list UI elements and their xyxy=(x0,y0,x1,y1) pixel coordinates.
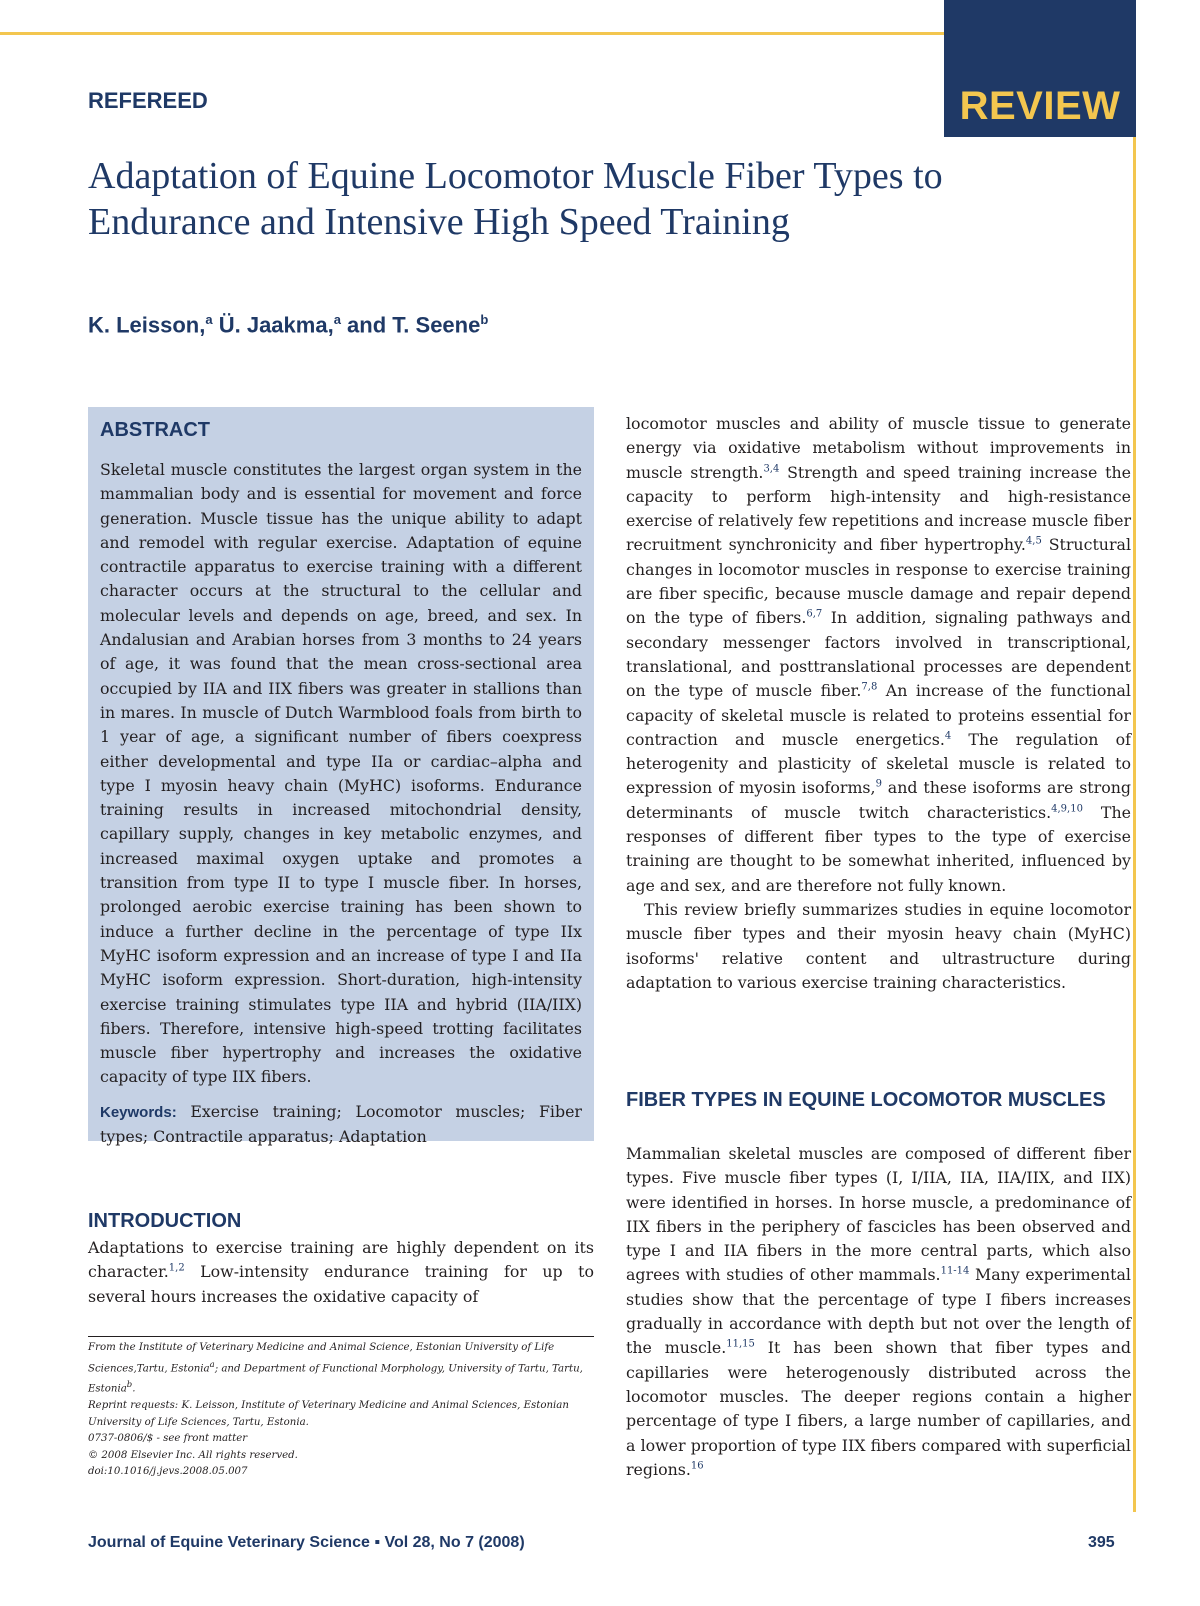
author-list xyxy=(88,312,488,338)
text-run: Mammalian skeletal muscles are composed of different fiber types. Five muscle fiber types (I, I/IIA, IIA, IIA/IIX, and IIX) were identified in horses. In horse muscle, a predominance of IIX fibers in the periphery of fascicles has been observed and type I and IIA fibers in the more central parts, which also agrees with studies of other mammals. xyxy=(626,1144,1131,1285)
affiliation-text: ; and Department of Functional Morphology, University of Tartu, Tartu, Estonia xyxy=(88,1362,583,1395)
journal-name: Journal of Equine Veterinary Science xyxy=(88,1534,370,1551)
reference-link[interactable]: 11-14 xyxy=(940,1266,970,1278)
introduction-heading: INTRODUCTION xyxy=(88,1210,242,1232)
copyright-note: © 2008 Elsevier Inc. All rights reserved. xyxy=(88,1449,298,1461)
reference-link[interactable]: 9 xyxy=(875,779,882,791)
reference-link[interactable]: 1,2 xyxy=(168,1263,185,1275)
text-run: locomotor muscles and ability of muscle tissue to generate energy via oxidative metabolism without improvements in muscle strength. xyxy=(626,414,1131,482)
review-badge-label: REVIEW xyxy=(959,84,1121,128)
abstract-text: Skeletal muscle constitutes the largest organ system in the mammalian body and is essential for movement and force generation. Muscle tissue has the unique ability to adapt and remodel with regular exercise. Adaptation of equine contractile apparatus to exercise training with a different character occurs at the structural to the cellular and molecular levels and depends on age, breed, and sex. In Andalusian and Arabian horses from 3 months to 24 years of age, it was found that the mean cross-sectional area occupied by IIA and IIX fibers was greater in stallions than in mares. In muscle of Dutch Warmblood foals from birth to 1 year of age, a significant number of fibers coexpress either developmental and type IIa or cardiac–alpha and type I myosin heavy chain (MyHC) isoforms. Endurance training results in increased mitochondrial density, capillary supply, changes in key metabolic enzymes, and increased maximal oxygen uptake and promotes a transition from type II to type I muscle fiber. In horses, prolonged aerobic exercise training has been shown to induce a further decline in the percentage of type IIx MyHC isoform expression and an increase of type I and IIa MyHC isoform expression. Short-duration, high-intensity exercise training stimulates type IIA and hybrid (IIA/IIX) fibers. Therefore, intensive high-speed trotting facilitates muscle fiber hypertrophy and increases the oxidative capacity of type IIX fibers. xyxy=(100,460,582,1087)
reference-link[interactable]: 4 xyxy=(944,730,952,742)
footnotes xyxy=(88,1340,594,1481)
author-name: T. Seene xyxy=(392,312,481,338)
fiber-types-heading: FIBER TYPES IN EQUINE LOCOMOTOR MUSCLES xyxy=(626,1089,1106,1111)
author-name: K. Leisson, xyxy=(88,312,206,338)
reference-link[interactable]: 7,8 xyxy=(861,682,878,693)
keywords xyxy=(100,1100,582,1150)
body-paragraph: This review briefly summarizes studies in equine locomotor muscle fiber types and their myosin heavy chain (MyHC) isoforms' relative content and ultrastructure during adaptation to various exercise training characteristics. xyxy=(626,899,1131,992)
intro-text-part: Low-intensity endurance training for up to several hours increases the oxidative capacity of xyxy=(88,1262,594,1306)
affiliation-mark: a xyxy=(209,1359,215,1370)
text-run: The regulation of heterogenity and plasticity of skeletal muscle is related to expression of myosin isoforms, xyxy=(626,729,1131,798)
text-run: It has been shown that fiber types and capillaries were heterogenously distributed across the locomotor muscles. The deeper regions contain a higher percentage of type I fibers, a large number of capillaries, and a lower proportion of type IIX fibers compared with superficial regions. xyxy=(626,1338,1132,1479)
reference-link[interactable]: 3,4 xyxy=(763,463,780,475)
text-run: Structural changes in locomotor muscles in response to exercise training are fiber specific, because muscle damage and repair depend on the type of fibers. xyxy=(626,535,1131,628)
section-label: REFEREED xyxy=(88,88,208,113)
fiber-types-text xyxy=(626,1142,1131,1482)
author-affiliation: a xyxy=(333,312,341,327)
text-run: An increase of the functional capacity of skeletal muscle is related to proteins essential for contraction and muscle energetics. xyxy=(626,681,1131,749)
reference-link[interactable]: 4,9,10 xyxy=(1051,803,1083,815)
abstract-heading: ABSTRACT xyxy=(100,419,210,441)
abstract-panel xyxy=(88,407,594,1147)
review-badge xyxy=(944,0,1136,137)
author-affiliation: a xyxy=(205,312,213,327)
text-run: The responses of different fiber types to the type of exercise training are thought to be somewhat inherited, influenced by age and sex, and are therefore not fully known. xyxy=(626,802,1131,895)
page-number: 395 xyxy=(1088,1534,1115,1551)
footnote-divider xyxy=(88,1336,594,1337)
introduction-text xyxy=(88,1236,594,1309)
issn-note: 0737-0806/$ - see front matter xyxy=(88,1433,248,1445)
affiliation-mark: b xyxy=(126,1380,133,1391)
author-affiliation: b xyxy=(480,312,489,327)
right-gold-rule xyxy=(1133,32,1136,1512)
body-paragraph xyxy=(626,412,1131,898)
right-column xyxy=(626,412,1131,995)
doi-note[interactable]: doi:10.1016/j.jevs.2008.05.007 xyxy=(88,1466,248,1478)
author-conjunction: and xyxy=(347,312,387,338)
reprint-note: Reprint requests: K. Leisson, Institute of Veterinary Medicine and Animal Sciences, Estonian University of Life Sciences, Tartu, Estonia. xyxy=(88,1400,569,1428)
affiliation-note xyxy=(88,1340,594,1398)
text-run: In addition, signaling pathways and secondary messenger factors involved in transcriptional, translational, and posttranslational processes are dependent on the type of muscle fiber. xyxy=(626,608,1131,701)
keywords-text: Exercise training; Locomotor muscles; Fiber types; Contractile apparatus; Adaptation xyxy=(100,1101,582,1147)
reference-link[interactable]: 6,7 xyxy=(806,609,823,621)
reference-link[interactable]: 16 xyxy=(690,1460,704,1472)
intro-text-part: Adaptations to exercise training are highly dependent on its character. xyxy=(88,1238,594,1282)
keywords-label: Keywords: xyxy=(100,1103,177,1121)
affiliation-text: From the Institute of Veterinary Medicine and Animal Science, Estonian University of Life Sciences,Tartu, Estonia xyxy=(88,1342,555,1374)
journal-volume: Vol 28, No 7 (2008) xyxy=(384,1534,525,1551)
text-run: Many experimental studies show that the percentage of type I fibers increases gradually in accordance with depth but not over the length of the muscle. xyxy=(626,1265,1131,1358)
affiliation-text: . xyxy=(132,1383,136,1395)
journal-footer xyxy=(88,1534,525,1552)
text-run: Strength and speed training increase the capacity to perform high-intensity and high-resistance exercise of relatively few repetitions and increase muscle fiber recruitment synchronicity and fiber hypertrophy. xyxy=(626,462,1131,555)
text-run: and these isoforms are strong determinants of muscle twitch characteristics. xyxy=(626,778,1131,822)
reference-link[interactable]: 11,15 xyxy=(726,1339,755,1351)
footer-bullet: ▪ xyxy=(374,1534,380,1551)
article-title: Adaptation of Equine Locomotor Muscle Fiber Types to Endurance and Intensive High Speed Training xyxy=(88,155,943,243)
author-name: Ü. Jaakma, xyxy=(218,312,334,338)
reference-link[interactable]: 4,5 xyxy=(1025,536,1042,548)
